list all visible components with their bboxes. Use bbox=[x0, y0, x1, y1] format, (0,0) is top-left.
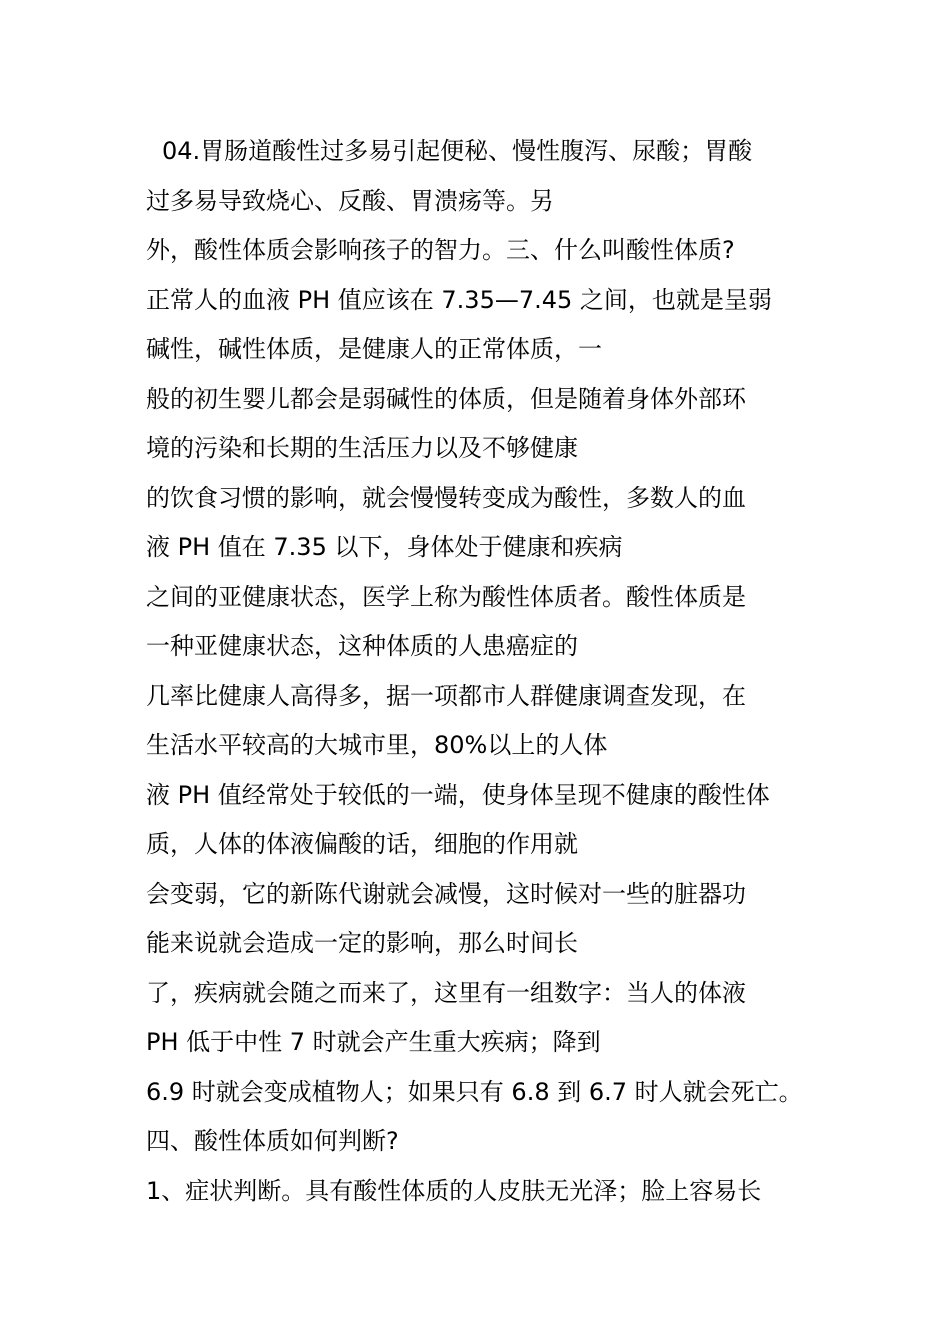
text-line: 液 PH 值在 7.35 以下，身体处于健康和疾病 bbox=[146, 533, 623, 561]
text-line: 碱性，碱性体质，是健康人的正常体质，一 bbox=[146, 335, 602, 363]
text-line: 了，疾病就会随之而来了，这里有一组数字：当人的体液 bbox=[146, 978, 746, 1007]
text-line: 一种亚健康状态，这种体质的人患癌症的 bbox=[146, 632, 578, 660]
text-line: 境的污染和长期的生活压力以及不够健康 bbox=[146, 434, 578, 462]
text-line: 会变弱，它的新陈代谢就会减慢，这时候对一些的脏器功 bbox=[146, 879, 746, 908]
text-line: 过多易导致烧心、反酸、胃溃疡等。另 bbox=[146, 186, 554, 215]
text-line: 液 PH 值经常处于较低的一端，使身体呈现不健康的酸性体 bbox=[146, 780, 770, 809]
text-line: 生活水平较高的大城市里，80%以上的人体 bbox=[146, 731, 608, 759]
text-line: 之间的亚健康状态，医学上称为酸性体质者。酸性体质是 bbox=[146, 582, 746, 611]
text-line: 几率比健康人高得多，据一项都市人群健康调查发现，在 bbox=[146, 681, 746, 710]
text-line: 正常人的血液 PH 值应该在 7.35—7.45 之间，也就是呈弱 bbox=[146, 285, 772, 314]
text-line: 外，酸性体质会影响孩子的智力。三、什么叫酸性体质? bbox=[146, 236, 735, 264]
section-heading: 四、酸性体质如何判断? bbox=[146, 1127, 399, 1155]
text-line: 能来说就会造成一定的影响，那么时间长 bbox=[146, 929, 578, 957]
text-line: 1、症状判断。具有酸性体质的人皮肤无光泽；脸上容易长 bbox=[146, 1176, 762, 1205]
text-line: 04.胃肠道酸性过多易引起便秘、慢性腹泻、尿酸；胃酸 bbox=[162, 137, 753, 165]
text-line: 质，人体的体液偏酸的话，细胞的作用就 bbox=[146, 830, 578, 858]
body-text bbox=[146, 127, 846, 1216]
text-line: 般的初生婴儿都会是弱碱性的体质，但是随着身体外部环 bbox=[146, 384, 746, 413]
text-line: 6.9 时就会变成植物人；如果只有 6.8 到 6.7 时人就会死亡。 bbox=[146, 1077, 803, 1106]
text-line: PH 低于中性 7 时就会产生重大疾病；降到 bbox=[146, 1028, 601, 1056]
text-line: 的饮食习惯的影响，就会慢慢转变成为酸性，多数人的血 bbox=[146, 483, 746, 512]
